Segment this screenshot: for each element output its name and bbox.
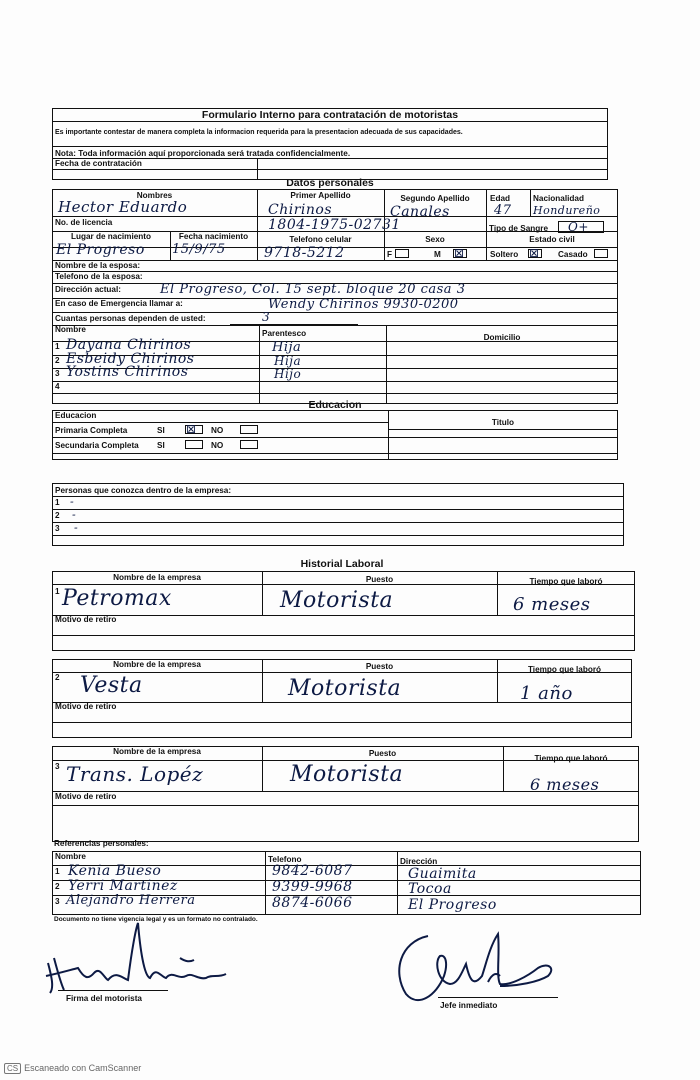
job-num: 1: [55, 587, 60, 596]
job-time[interactable]: 6 meses: [513, 594, 591, 615]
reason-label: Motivo de retiro: [55, 615, 117, 624]
secundaria-no-checkbox[interactable]: [240, 440, 258, 449]
titulo-header: Titulo: [491, 418, 515, 427]
hire-date-label: Fecha de contratación: [55, 159, 142, 168]
reference-address-header: Dirección: [400, 857, 438, 866]
form-title: Formulario Interno para contratación de motoristas: [201, 109, 459, 121]
fecha-nacimiento-value[interactable]: 15/9/75: [172, 242, 226, 257]
primer-apellido-value[interactable]: Chirinos: [268, 202, 333, 218]
reference-num: 2: [55, 882, 60, 891]
job-company[interactable]: Vesta: [80, 673, 143, 698]
job-num: 3: [55, 762, 60, 771]
job-position[interactable]: Motorista: [280, 588, 394, 613]
primaria-no-checkbox[interactable]: [240, 425, 258, 434]
tel-esposa-label: Telefono de la esposa:: [55, 272, 143, 281]
company-header: Nombre de la empresa: [113, 660, 201, 669]
segundo-apellido-label: Segundo Apellido: [400, 194, 470, 203]
job-time[interactable]: 1 año: [520, 683, 573, 704]
scanner-watermark: [4, 1063, 141, 1074]
dependen-label: Cuantas personas dependen de usted:: [55, 314, 206, 323]
dependen-value[interactable]: 3: [262, 310, 271, 324]
dependent-num: 1: [55, 342, 60, 351]
dependent-num: 4: [55, 382, 60, 391]
secundaria-no-label: NO: [211, 441, 224, 450]
emergencia-value[interactable]: Wendy Chirinos 9930-0200: [268, 297, 459, 312]
telefono-value[interactable]: 9718-5212: [264, 245, 345, 261]
company-header: Nombre de la empresa: [113, 747, 201, 756]
secundaria-si-label: SI: [157, 441, 165, 450]
reason-label: Motivo de retiro: [55, 792, 117, 801]
confidential-note: Nota: Toda información aquí proporcionada será tratada confidencialmente.: [55, 149, 351, 158]
reference-phone[interactable]: 9399-9968: [272, 879, 353, 895]
secundaria-label: Secundaria Completa: [55, 441, 139, 450]
sexo-f-label: F: [387, 250, 393, 259]
reference-address[interactable]: Guaimita: [408, 866, 477, 882]
direccion-value[interactable]: El Progreso, Col. 15 sept. bloque 20 casa 3: [160, 282, 466, 297]
edad-value[interactable]: 47: [494, 203, 512, 218]
dependent-relation[interactable]: Hija: [272, 340, 302, 355]
job-position[interactable]: Motorista: [288, 676, 402, 701]
known-person-value[interactable]: -: [74, 521, 79, 534]
references-title: Referencias personales:: [54, 839, 149, 848]
reference-address[interactable]: Tocoa: [408, 881, 452, 897]
camscanner-logo: CS: [4, 1063, 21, 1074]
work-history-title: Historial Laboral: [300, 558, 384, 570]
reference-name[interactable]: Alejandro Herrera: [66, 893, 196, 908]
nacionalidad-value[interactable]: Hondureño: [533, 204, 601, 217]
lugar-nacimiento-label: Lugar de nacimiento: [70, 232, 152, 241]
known-person-num: 1: [55, 498, 60, 507]
nombres-value[interactable]: Hector Eduardo: [58, 198, 188, 216]
edad-label: Edad: [490, 194, 511, 203]
fecha-nacimiento-label: Fecha nacimiento: [178, 232, 249, 241]
job-company[interactable]: Petromax: [62, 586, 172, 611]
soltero-label: Soltero: [490, 250, 519, 259]
estado-civil-label: Estado civil: [529, 235, 575, 244]
reference-num: 1: [55, 867, 60, 876]
primaria-label: Primaria Completa: [55, 426, 128, 435]
dependent-name[interactable]: Yostins Chirinos: [66, 364, 189, 380]
dependent-address-header: Domicilio: [483, 333, 521, 342]
job-company[interactable]: Trans. Lopéz: [66, 762, 204, 786]
legal-disclaimer: Documento no tiene vigencia legal y es un formato no contralado.: [54, 916, 258, 923]
reference-address[interactable]: El Progreso: [408, 897, 497, 913]
dependent-relation-header: Parentesco: [262, 329, 307, 338]
education-section-title: Educacion: [308, 399, 362, 411]
sexo-m-label: M: [434, 250, 441, 259]
dependent-num: 2: [55, 356, 60, 365]
position-header: Puesto: [365, 662, 394, 671]
nacionalidad-label: Nacionalidad: [533, 194, 584, 203]
soltero-check-mark: ⊠: [529, 246, 540, 260]
nombres-label: Nombres: [136, 191, 173, 200]
primaria-no-label: NO: [211, 426, 224, 435]
known-person-num: 3: [55, 524, 60, 533]
licencia-label: No. de licencia: [55, 218, 113, 227]
sexo-m-check-mark: ⊠: [454, 246, 465, 260]
sexo-label: Sexo: [425, 235, 445, 244]
known-person-value[interactable]: -: [70, 495, 75, 508]
time-header: Tiempo que laboró: [527, 665, 602, 674]
driver-signature: [40, 918, 240, 998]
job-time[interactable]: 6 meses: [530, 775, 600, 794]
dependent-num: 3: [55, 369, 60, 378]
reference-name-header: Nombre: [55, 852, 86, 861]
telefono-label: Telefono celular: [289, 235, 352, 244]
sangre-label: Tipo de Sangre: [489, 224, 548, 233]
position-header: Puesto: [368, 749, 397, 758]
lugar-nacimiento-value[interactable]: El Progreso: [56, 242, 145, 258]
known-person-num: 2: [55, 511, 60, 520]
segundo-apellido-value[interactable]: Canales: [390, 204, 450, 220]
dependent-name[interactable]: Esbeidy Chirinos: [66, 351, 195, 367]
reference-phone[interactable]: 9842-6087: [272, 863, 353, 879]
dependent-name[interactable]: Dayana Chirinos: [66, 337, 192, 353]
sexo-f-checkbox[interactable]: [395, 249, 409, 258]
job-num: 2: [55, 673, 60, 682]
personal-section-title: Datos personales: [286, 177, 374, 189]
primer-apellido-label: Primer Apellido: [290, 191, 351, 200]
dependent-relation[interactable]: Hija: [274, 354, 302, 368]
education-label: Educacion: [55, 411, 97, 420]
scanner-watermark-text: Escaneado con CamScanner: [24, 1063, 142, 1073]
form-intro: Es importante contestar de manera completa la informacion requerida para la presentacion adecuada de sus capacidades.: [55, 129, 463, 136]
esposa-label: Nombre de la esposa:: [55, 261, 141, 270]
casado-checkbox[interactable]: [594, 249, 608, 258]
job-position[interactable]: Motorista: [290, 762, 404, 787]
casado-label: Casado: [558, 250, 588, 259]
primaria-si-label: SI: [157, 426, 165, 435]
emergencia-label: En caso de Emergencia llamar a:: [55, 299, 183, 308]
supervisor-signature-label: Jefe inmediato: [440, 1001, 498, 1010]
position-header: Puesto: [365, 575, 394, 584]
secundaria-si-checkbox[interactable]: [185, 440, 203, 449]
reference-num: 3: [55, 897, 60, 906]
time-header: Tiempo que laboró: [529, 577, 603, 586]
primaria-si-check-mark: ⊠: [186, 422, 197, 436]
dependent-name-header: Nombre: [55, 325, 86, 334]
reason-label: Motivo de retiro: [55, 702, 117, 711]
time-header: Tiempo que laboró: [534, 754, 608, 763]
direccion-label: Dirección actual:: [55, 285, 121, 294]
reference-name[interactable]: Kenia Bueso: [68, 863, 162, 879]
reference-name[interactable]: Yerri Martinez: [68, 878, 178, 894]
reference-phone-header: Telefono: [268, 855, 302, 864]
driver-signature-label: Firma del motorista: [66, 994, 142, 1003]
company-header: Nombre de la empresa: [113, 573, 201, 582]
reference-phone[interactable]: 8874-6066: [272, 895, 353, 911]
licencia-value[interactable]: 1804-1975-02731: [268, 217, 401, 233]
dependent-relation[interactable]: Hijo: [274, 367, 302, 381]
sangre-value[interactable]: O+: [568, 220, 589, 234]
known-people-title: Personas que conozca dentro de la empresa:: [55, 486, 232, 495]
known-person-value[interactable]: -: [72, 508, 77, 521]
